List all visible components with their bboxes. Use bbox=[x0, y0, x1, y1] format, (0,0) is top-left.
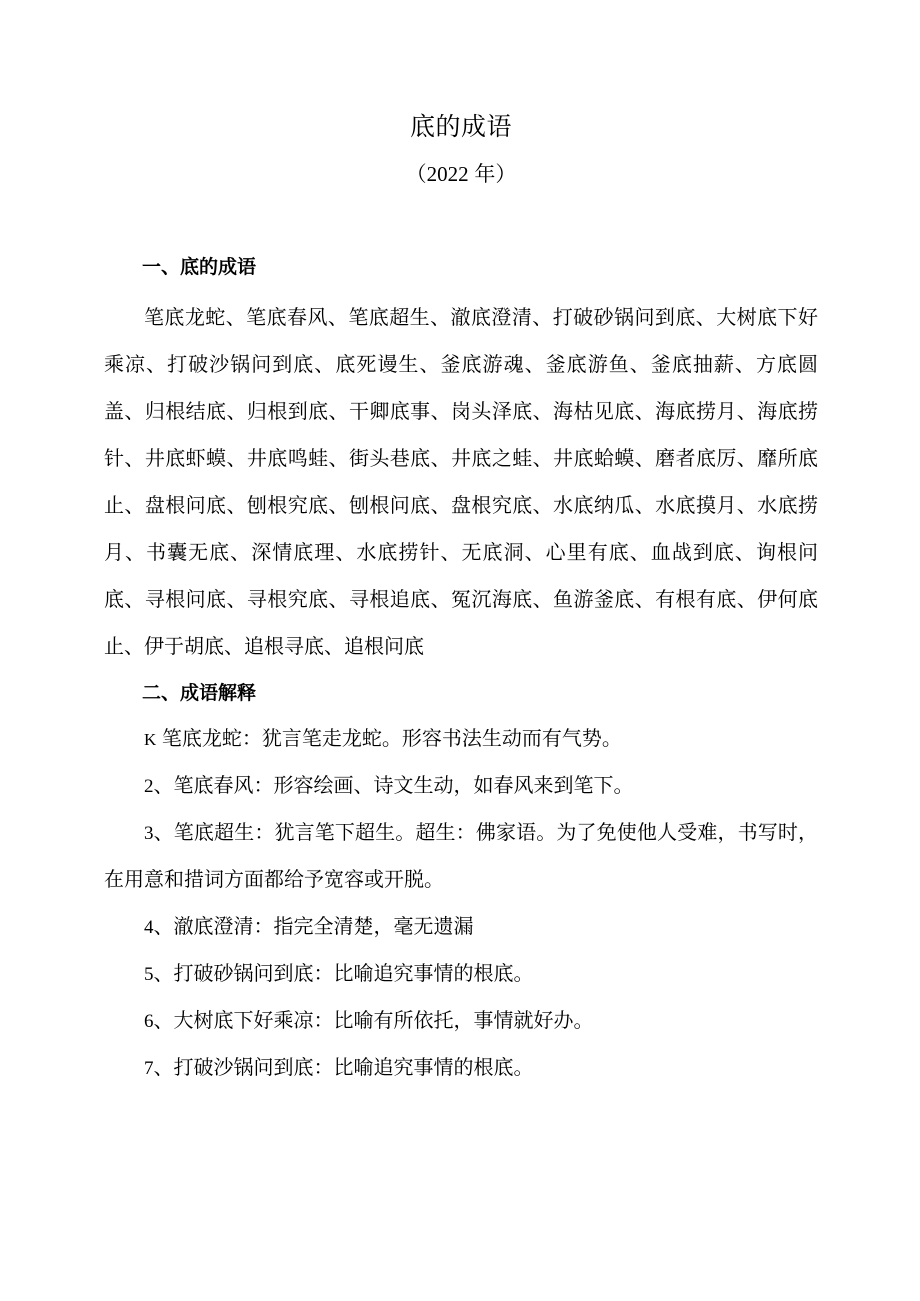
explanation-item-marker: 7 bbox=[144, 1057, 154, 1079]
explanation-item-text: 、笔底超生：犹言笔下超生。超生：佛家语。为了免使他人受难，书写时，在用意和措词方面都给予宽容或开脱。 bbox=[104, 821, 818, 891]
explanation-item-text: 、打破沙锅问到底：比喻追究事情的根底。 bbox=[153, 1056, 534, 1079]
explanation-item bbox=[104, 716, 818, 763]
explanation-item bbox=[104, 1045, 818, 1092]
explanation-item-text: 、笔底春风：形容绘画、诗文生动，如春风来到笔下。 bbox=[153, 774, 634, 797]
page-title: 底的成语 bbox=[409, 113, 512, 141]
document-subtitle bbox=[104, 143, 818, 188]
subtitle-open-paren: （ bbox=[405, 163, 427, 187]
explanation-item-marker: K bbox=[144, 729, 157, 749]
explanation-item-text: 、大树底下好乘凉：比喻有所依托，事情就好办。 bbox=[153, 1009, 594, 1032]
subtitle-close-paren: 年） bbox=[468, 163, 517, 187]
explanation-list bbox=[104, 708, 818, 1092]
explanation-item bbox=[104, 763, 818, 810]
explanation-item-marker: 6 bbox=[144, 1010, 154, 1032]
explanation-item-marker: 3 bbox=[144, 822, 154, 844]
explanation-item-text: 笔底龙蛇：犹言笔走龙蛇。形容书法生动而有气势。 bbox=[156, 727, 622, 750]
explanation-item-text: 、打破砂锅问到底：比喻追究事情的根底。 bbox=[153, 962, 534, 985]
explanation-item bbox=[104, 810, 818, 904]
page-content bbox=[104, 0, 818, 1092]
explanation-item bbox=[104, 998, 818, 1045]
idiom-list-paragraph: 笔底龙蛇、笔底春风、笔底超生、澈底澄清、打破砂锅问到底、大树底下好乘凉、打破沙锅问到底、底死谩生、釜底游魂、釜底游鱼、釜底抽薪、方底圆盖、归根结底、归根到底、干卿底事、岗头泽底、海枯见底、海底捞月、海底捞针、井底虾蟆、井底鸣蛙、街头巷底、井底之蛙、井底蛤蟆、磨者底厉、靡所底止、盘根问底、刨根究底、刨根问底、盘根究底、水底纳瓜、水底摸月、水底捞月、书囊无底、深情底理、水底捞针、无底洞、心里有底、血战到底、询根问底、寻根问底、寻根究底、寻根追底、冤沉海底、鱼游釜底、有根有底、伊何底止、伊于胡底、追根寻底、追根问底 bbox=[104, 307, 818, 659]
section-heading-idiom-list: 一、底的成语 bbox=[142, 256, 257, 278]
explanation-item-marker: 2 bbox=[144, 775, 154, 797]
section-heading-explanations: 二、成语解释 bbox=[142, 683, 257, 705]
explanation-item-text: 、澈底澄清：指完全清楚，毫无遗漏 bbox=[153, 915, 474, 938]
explanation-item-marker: 5 bbox=[144, 963, 154, 985]
subtitle-year: 2022 bbox=[426, 162, 469, 187]
explanation-item-marker: 4 bbox=[144, 916, 154, 938]
explanation-item bbox=[104, 951, 818, 998]
explanation-item bbox=[104, 904, 818, 951]
